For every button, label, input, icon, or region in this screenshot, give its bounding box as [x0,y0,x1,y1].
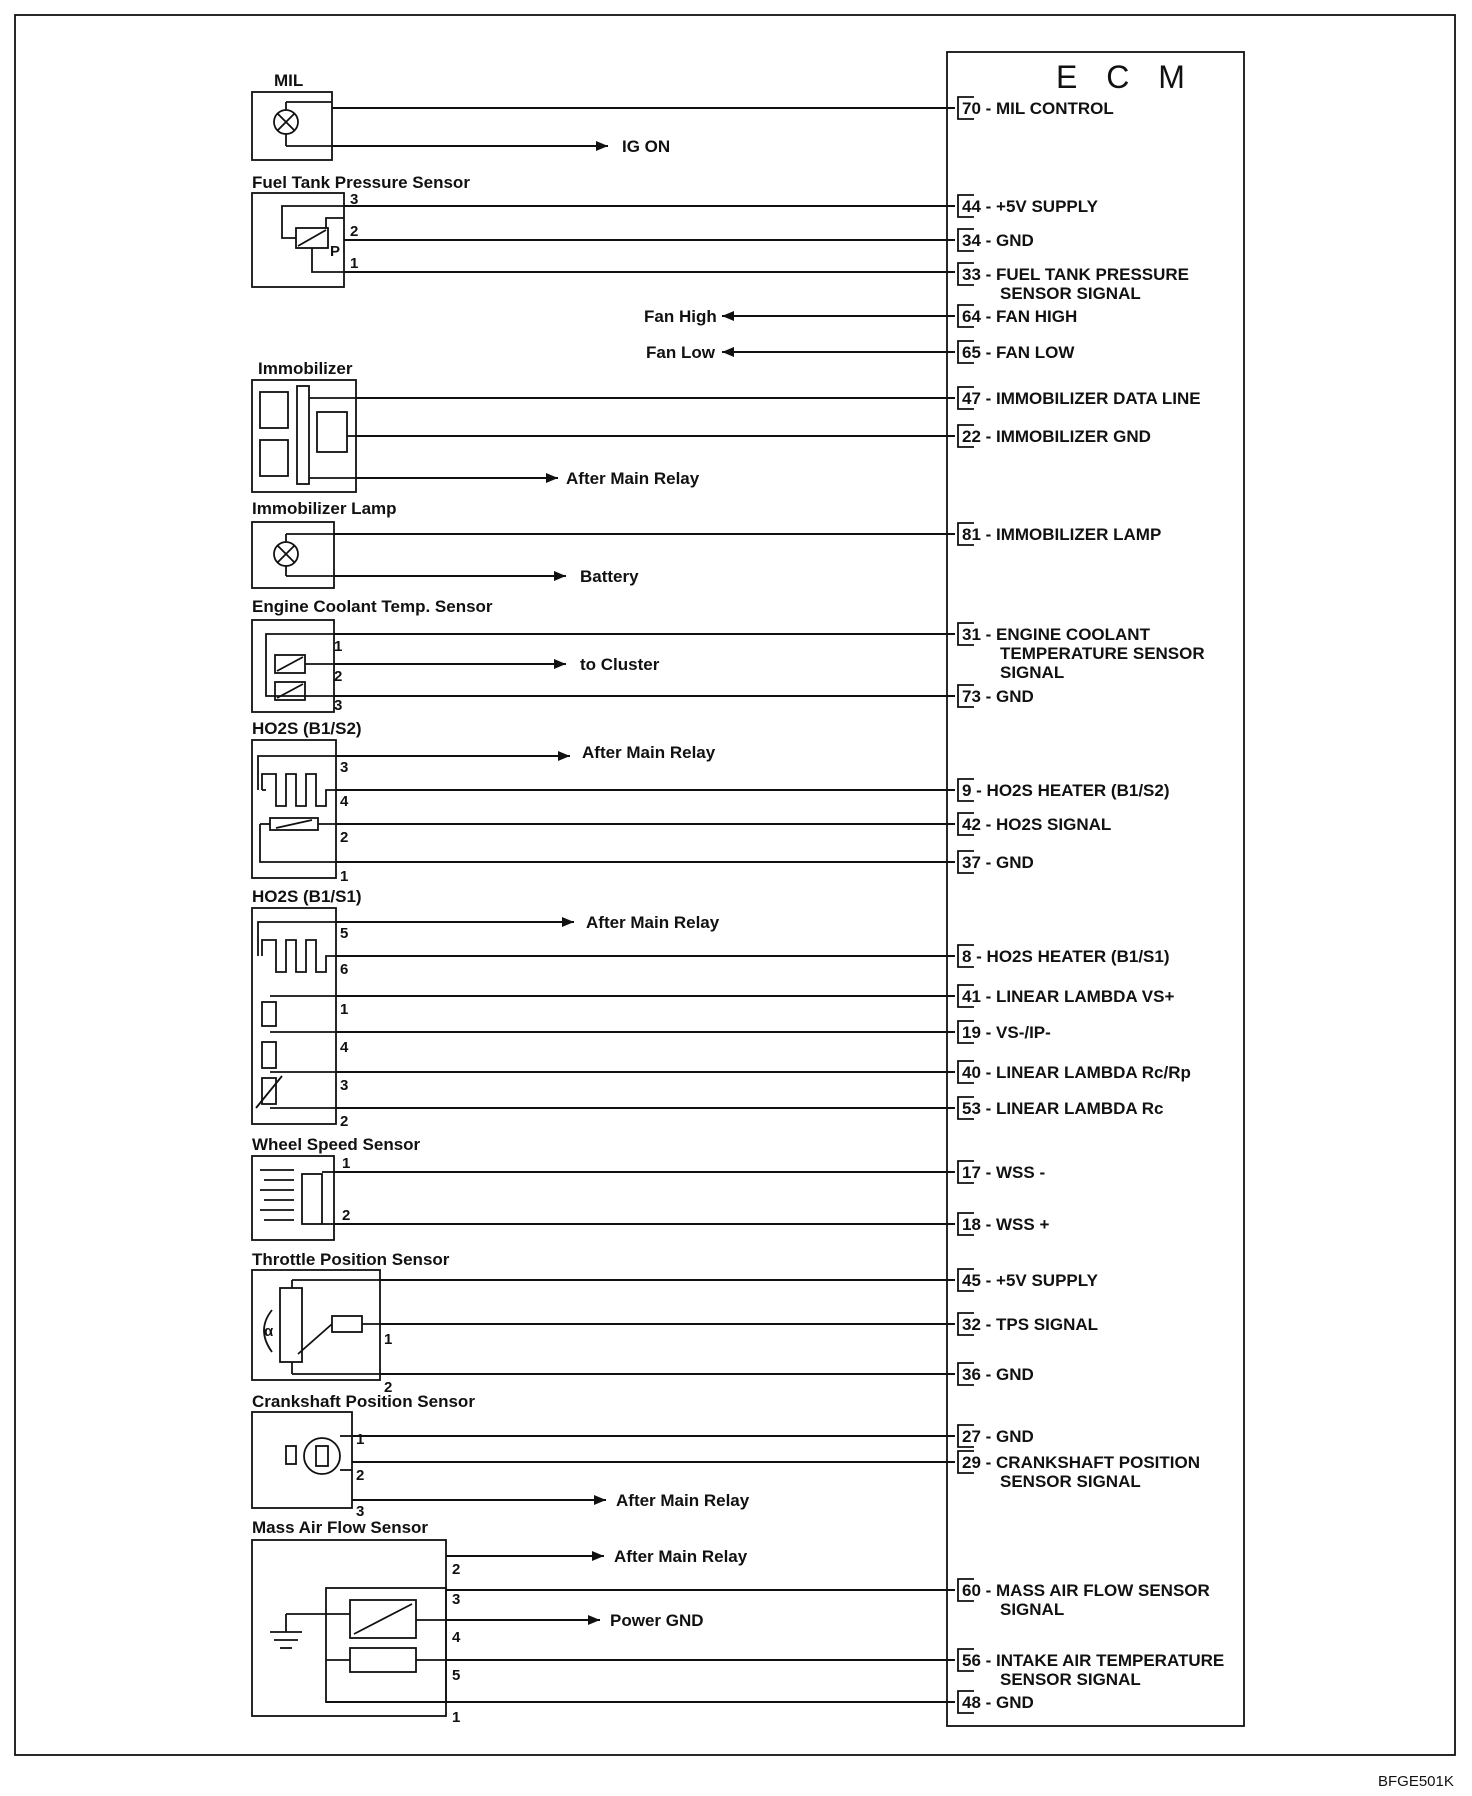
mil-component [252,92,332,160]
connector-pin-number: 2 [334,668,343,685]
fan-high-label: Fan High [644,307,717,326]
thermistor-icon [350,1648,416,1672]
sensor-head-icon [304,1438,340,1474]
ho2s-b1s2-sensor [252,740,336,878]
ecm-pin-label: 8 - HO2S HEATER (B1/S1) [962,947,1170,966]
ecm-pin-label: SENSOR SIGNAL [1000,1472,1141,1491]
ecm-pin-label: 36 - GND [962,1365,1034,1384]
connector-pin-number: 1 [452,1709,461,1726]
connector-pin-number: 5 [452,1667,461,1684]
ecm-pin-label: 33 - FUEL TANK PRESSURE [962,265,1190,284]
ecm-pin-label: 19 - VS-/IP- [962,1023,1051,1042]
ecm-pin-label: 73 - GND [962,687,1034,706]
pressure-p-symbol: P [330,243,341,260]
connector-pin-number: 3 [452,1591,461,1608]
ecm-pin-label: 29 - CRANKSHAFT POSITION [962,1453,1201,1472]
ecm-pin-label: 40 - LINEAR LAMBDA Rc/Rp [962,1063,1191,1082]
connector-pin-number: 2 [340,1113,349,1130]
connector-pin-number: 3 [350,191,359,208]
wheel-speed-sensor [252,1156,334,1240]
fuel-tank-label: Fuel Tank Pressure Sensor [252,173,470,192]
connector-pin-number: 3 [356,1503,365,1520]
crank-label: Crankshaft Position Sensor [252,1392,475,1411]
tps-alpha-symbol: α [264,1323,274,1340]
mass-air-flow-sensor [252,1540,446,1716]
connector-pin-number: 4 [452,1629,461,1646]
ecm-pin-label: 64 - FAN HIGH [962,307,1078,326]
ecm-pin-label: 17 - WSS - [962,1163,1046,1182]
ecm-pin-label: 44 - +5V SUPPLY [962,197,1098,216]
after-main-relay-label: After Main Relay [566,469,700,488]
connector-pin-number: 3 [340,1077,349,1094]
ecm-pin-label: 53 - LINEAR LAMBDA Rc [962,1099,1164,1118]
after-main-relay-label: After Main Relay [616,1491,750,1510]
power-gnd-label: Power GND [610,1611,704,1630]
ho2s-b1s2-label: HO2S (B1/S2) [252,719,362,738]
lamp-icon [274,542,298,566]
ecm-pin-label: SIGNAL [1000,1600,1065,1619]
ecm-pin-label: SENSOR SIGNAL [1000,1670,1141,1689]
sensor-coil-icon [260,1170,294,1220]
lamp-icon [274,110,298,134]
connector-pin-number: 4 [340,1039,349,1056]
to-cluster-label: to Cluster [580,655,660,674]
connector-pin-number: 1 [334,638,343,655]
ecm-pin-label: 32 - TPS SIGNAL [962,1315,1099,1334]
ecm-pin-label: 65 - FAN LOW [962,343,1075,362]
ecm-pin-label: 34 - GND [962,231,1034,250]
crankshaft-position-sensor [252,1412,352,1508]
ecm-pin-label: SIGNAL [1000,663,1065,682]
connector-pin-number: 3 [334,697,343,714]
ho2s-b1s1-label: HO2S (B1/S1) [252,887,362,906]
fuel-tank-pressure-sensor [252,193,344,287]
maf-label: Mass Air Flow Sensor [252,1518,429,1537]
ecm-pin-label: TEMPERATURE SENSOR [1000,644,1205,663]
immobilizer-label: Immobilizer [258,359,353,378]
ecm-pin-label: 48 - GND [962,1693,1034,1712]
connector-pin-number: 2 [452,1561,461,1578]
connector-pin-number: 2 [350,223,359,240]
ecm-pin-label: 56 - INTAKE AIR TEMPERATURE [962,1651,1225,1670]
connector-pin-number: 1 [356,1431,365,1448]
tps-label: Throttle Position Sensor [252,1250,450,1269]
heater-coil-icon [258,922,336,972]
connector-pin-number: 6 [340,961,349,978]
ecm-pin-label: 27 - GND [962,1427,1034,1446]
after-main-relay-label: After Main Relay [582,743,716,762]
heater-coil-icon [258,756,336,806]
fan-low-label: Fan Low [646,343,715,362]
ig-on-label: IG ON [622,137,671,156]
connector-pin-number: 2 [342,1207,351,1224]
connector-pin-number: 1 [342,1155,351,1172]
after-main-relay-label: After Main Relay [586,913,720,932]
battery-label: Battery [580,567,639,586]
immobilizer-lamp-label: Immobilizer Lamp [252,499,397,518]
connector-pin-number: 2 [340,829,349,846]
cell-icon [262,1042,276,1068]
ecm-pin-label: 18 - WSS + [962,1215,1050,1234]
connector-pin-number: 1 [350,255,359,272]
ecm-pin-label: SENSOR SIGNAL [1000,284,1141,303]
connector-pin-number: 1 [340,1001,349,1018]
wheel-speed-label: Wheel Speed Sensor [252,1135,421,1154]
figure-code: BFGE501K [1378,1773,1454,1790]
ecm-pin-label: 60 - MASS AIR FLOW SENSOR [962,1581,1210,1600]
ground-icon [270,1614,326,1648]
coolant-temp-sensor [252,620,334,712]
coolant-label: Engine Coolant Temp. Sensor [252,597,493,616]
connector-pin-number: 5 [340,925,349,942]
connector-pin-number: 1 [384,1331,393,1348]
connector-pin-number: 2 [356,1467,365,1484]
ecm-pin-label: 9 - HO2S HEATER (B1/S2) [962,781,1170,800]
ecm-pin-label: 47 - IMMOBILIZER DATA LINE [962,389,1201,408]
connector-pin-number: 1 [340,868,349,885]
ecm-pin-label: 22 - IMMOBILIZER GND [962,427,1151,446]
cell-icon [262,1002,276,1026]
after-main-relay-label: After Main Relay [614,1547,748,1566]
ecm-pin-label: 41 - LINEAR LAMBDA VS+ [962,987,1175,1006]
ecm-pin-label: 31 - ENGINE COOLANT [962,625,1150,644]
mil-label: MIL [274,71,304,90]
ho2s-b1s1-sensor [252,908,336,1124]
connector-pin-number: 2 [384,1379,393,1396]
ecm-pin-label: 42 - HO2S SIGNAL [962,815,1112,834]
immobilizer-component [252,380,356,492]
connector-pin-number: 3 [340,759,349,776]
connector-pin-number: 4 [340,793,349,810]
ecm-title: E C M [1056,59,1195,95]
ecm-pin-label: 37 - GND [962,853,1034,872]
ecm-pin-label: 45 - +5V SUPPLY [962,1271,1098,1290]
potentiometer-icon [280,1288,302,1362]
ecm-pin-label: 81 - IMMOBILIZER LAMP [962,525,1162,544]
immobilizer-lamp-component [252,522,334,588]
ecm-pin-label: 70 - MIL CONTROL [962,99,1114,118]
